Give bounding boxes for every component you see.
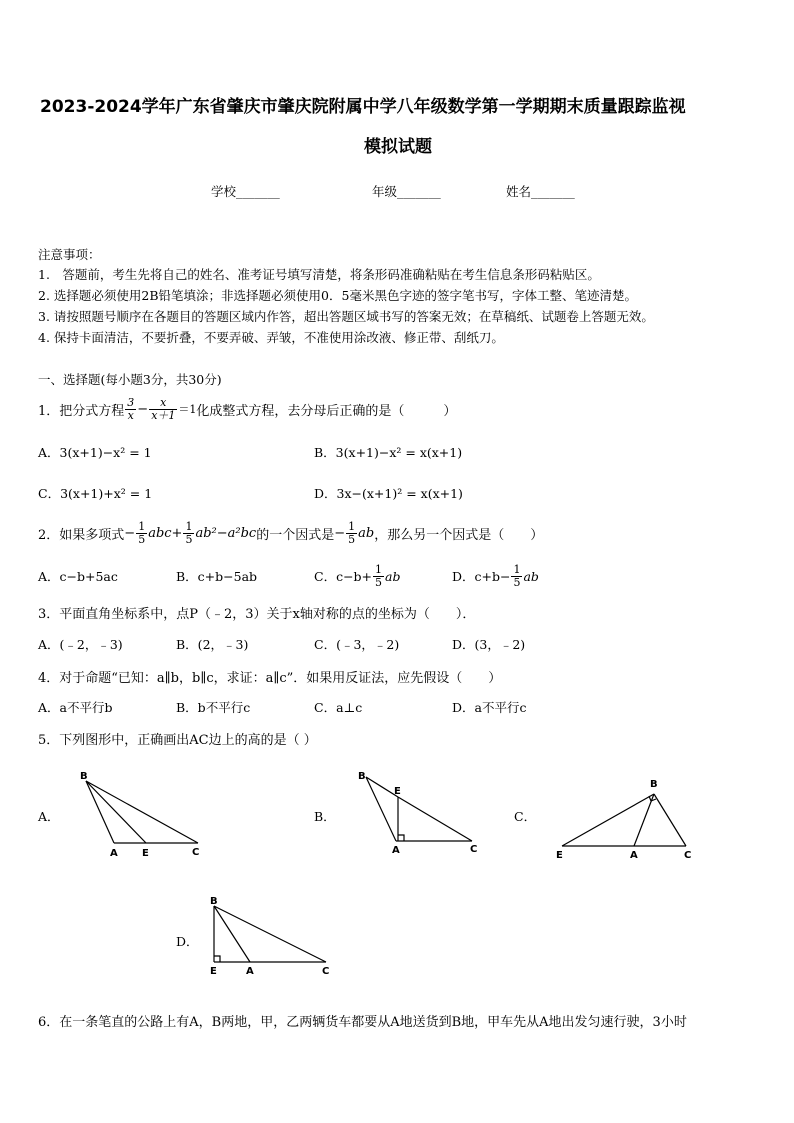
q2-sign: + xyxy=(171,525,183,541)
point-label: B xyxy=(358,771,366,782)
point-label: E xyxy=(210,966,217,977)
name-field: 姓名_______ xyxy=(506,184,575,199)
point-label: B xyxy=(650,779,658,790)
q3-option-b[interactable]: B．(2，﹣3) xyxy=(176,637,249,652)
q2-fraction: $\frac{1}{5}$ xyxy=(185,519,193,546)
q3-option-c[interactable]: C．(﹣3，﹣2) xyxy=(314,637,400,652)
q1-equals: ＝1 xyxy=(178,403,197,416)
q3-option-a[interactable]: A．(﹣2，﹣3) xyxy=(38,637,123,652)
q1-option-b[interactable]: B．3(x+1)−x² = x(x+1) xyxy=(314,445,463,460)
q2-suffix: ，那么另一个因式是（ ） xyxy=(374,527,544,543)
point-label: E xyxy=(556,850,563,861)
question-4: 4．对于命题“已知：a∥b，b∥c，求证：a∥c”．如果用反证法，应先假设（ ） xyxy=(38,671,502,686)
q1-suffix: 化成整式方程，去分母后正确的是（ ） xyxy=(196,403,457,419)
q2-option-b[interactable]: B．c+b−5ab xyxy=(176,569,258,584)
school-field: 学校_______ xyxy=(211,184,280,199)
q2-prefix: 2．如果多项式 xyxy=(38,527,125,543)
q4-option-b[interactable]: B．b不平行c xyxy=(176,700,251,715)
q5-option-c[interactable]: C． xyxy=(514,809,537,824)
note-item: 3. 请按照题号顺序在各题目的答题区域内作答，超出答题区域书写的答案无效；在草稿纸、试题卷上答题无效。 xyxy=(38,309,654,324)
q2-mid-text: 的一个因式是 xyxy=(256,527,335,543)
note-item: 1. 答题前，考生先将自己的姓名、准考证号填写清楚，将条形码准确粘贴在考生信息条形码粘贴区。 xyxy=(38,267,600,282)
point-label: C xyxy=(684,850,692,861)
point-label: A xyxy=(630,850,638,861)
point-label: C xyxy=(322,966,330,977)
grade-field: 年级_______ xyxy=(372,184,441,199)
q1-option-c[interactable]: C．3(x+1)+x² = 1 xyxy=(38,486,153,501)
q1-fraction-1: $\frac{3}{x}$ xyxy=(127,395,135,422)
note-item: 2. 选择题必须使用2B铅笔填涂；非选择题必须使用0．5毫米黑色字迹的签字笔书写，字体工整、笔迹清楚。 xyxy=(38,288,637,303)
question-3: 3．平面直角坐标系中，点P（﹣2，3）关于x轴对称的点的坐标为（ ）． xyxy=(38,607,476,622)
q2-term: abc xyxy=(148,525,172,541)
q4-option-c[interactable]: C．a⊥c xyxy=(314,700,363,715)
question-5: 5．下列图形中，正确画出AC边上的高的是（ ） xyxy=(38,733,317,748)
q2-sign: − xyxy=(334,525,346,541)
q1-option-d[interactable]: D．3x−(x+1)² = x(x+1) xyxy=(314,486,463,501)
page-title-line2: 模拟试题 xyxy=(364,137,432,157)
point-label: B xyxy=(210,896,218,907)
q5-figure-b xyxy=(350,765,490,860)
q2-term: −a²bc xyxy=(216,525,257,541)
q5-figure-d xyxy=(200,890,350,980)
q2-option-a[interactable]: A．c−b+5ac xyxy=(38,569,118,584)
q4-option-d[interactable]: D．a不平行c xyxy=(452,700,527,715)
question-2 xyxy=(38,514,543,552)
note-item: 4. 保持卡面清洁，不要折叠，不要弄破、弄皱，不准使用涂改液、修正带、刮纸刀。 xyxy=(38,330,504,345)
question-1 xyxy=(38,392,456,426)
q5-option-a[interactable]: A． xyxy=(38,809,60,824)
section-heading: 一、选择题(每小题3分，共30分) xyxy=(38,372,222,387)
point-label: C xyxy=(192,847,200,858)
point-label: A xyxy=(110,848,118,859)
question-6: 6．在一条笔直的公路上有A，B两地，甲，乙两辆货车都要从A地送货到B地，甲车先从A地出发匀速行驶，3小时 xyxy=(38,1015,687,1030)
q5-option-b[interactable]: B． xyxy=(314,809,336,824)
q1-option-a[interactable]: A．3(x+1)−x² = 1 xyxy=(38,445,152,460)
notes-heading: 注意事项： xyxy=(38,247,101,262)
page-title-line1: 2023-2024学年广东省肇庆市肇庆院附属中学八年级数学第一学期期末质量跟踪监视 xyxy=(40,97,686,117)
q1-prefix: 1．把分式方程 xyxy=(38,403,125,419)
q2-option-d[interactable]: D．c+b− $\frac{1}{5}$ ab xyxy=(452,562,539,589)
q2-sign: − xyxy=(124,525,136,541)
q2-term: ab xyxy=(358,525,375,541)
q3-option-d[interactable]: D．(3，﹣2) xyxy=(452,637,526,652)
q1-minus: − xyxy=(137,401,149,417)
point-label: A xyxy=(392,845,400,856)
q2-option-c[interactable]: C．c−b+ $\frac{1}{5}$ ab xyxy=(314,562,401,589)
point-label: A xyxy=(246,966,254,977)
point-label: E xyxy=(394,786,401,797)
q2-fraction: $\frac{1}{5}$ xyxy=(138,519,146,546)
q5-figure-a xyxy=(70,765,210,860)
point-label: C xyxy=(470,844,478,855)
q1-fraction-2: $\frac{x}{x+1}$ xyxy=(151,395,176,422)
point-label: B xyxy=(80,771,88,782)
point-label: E xyxy=(142,848,149,859)
q2-term: ab² xyxy=(195,525,217,541)
q5-figure-c xyxy=(550,770,700,865)
q2-fraction: $\frac{1}{5}$ xyxy=(348,519,356,546)
q4-option-a[interactable]: A．a不平行b xyxy=(38,700,113,715)
q5-option-d[interactable]: D． xyxy=(176,934,199,949)
